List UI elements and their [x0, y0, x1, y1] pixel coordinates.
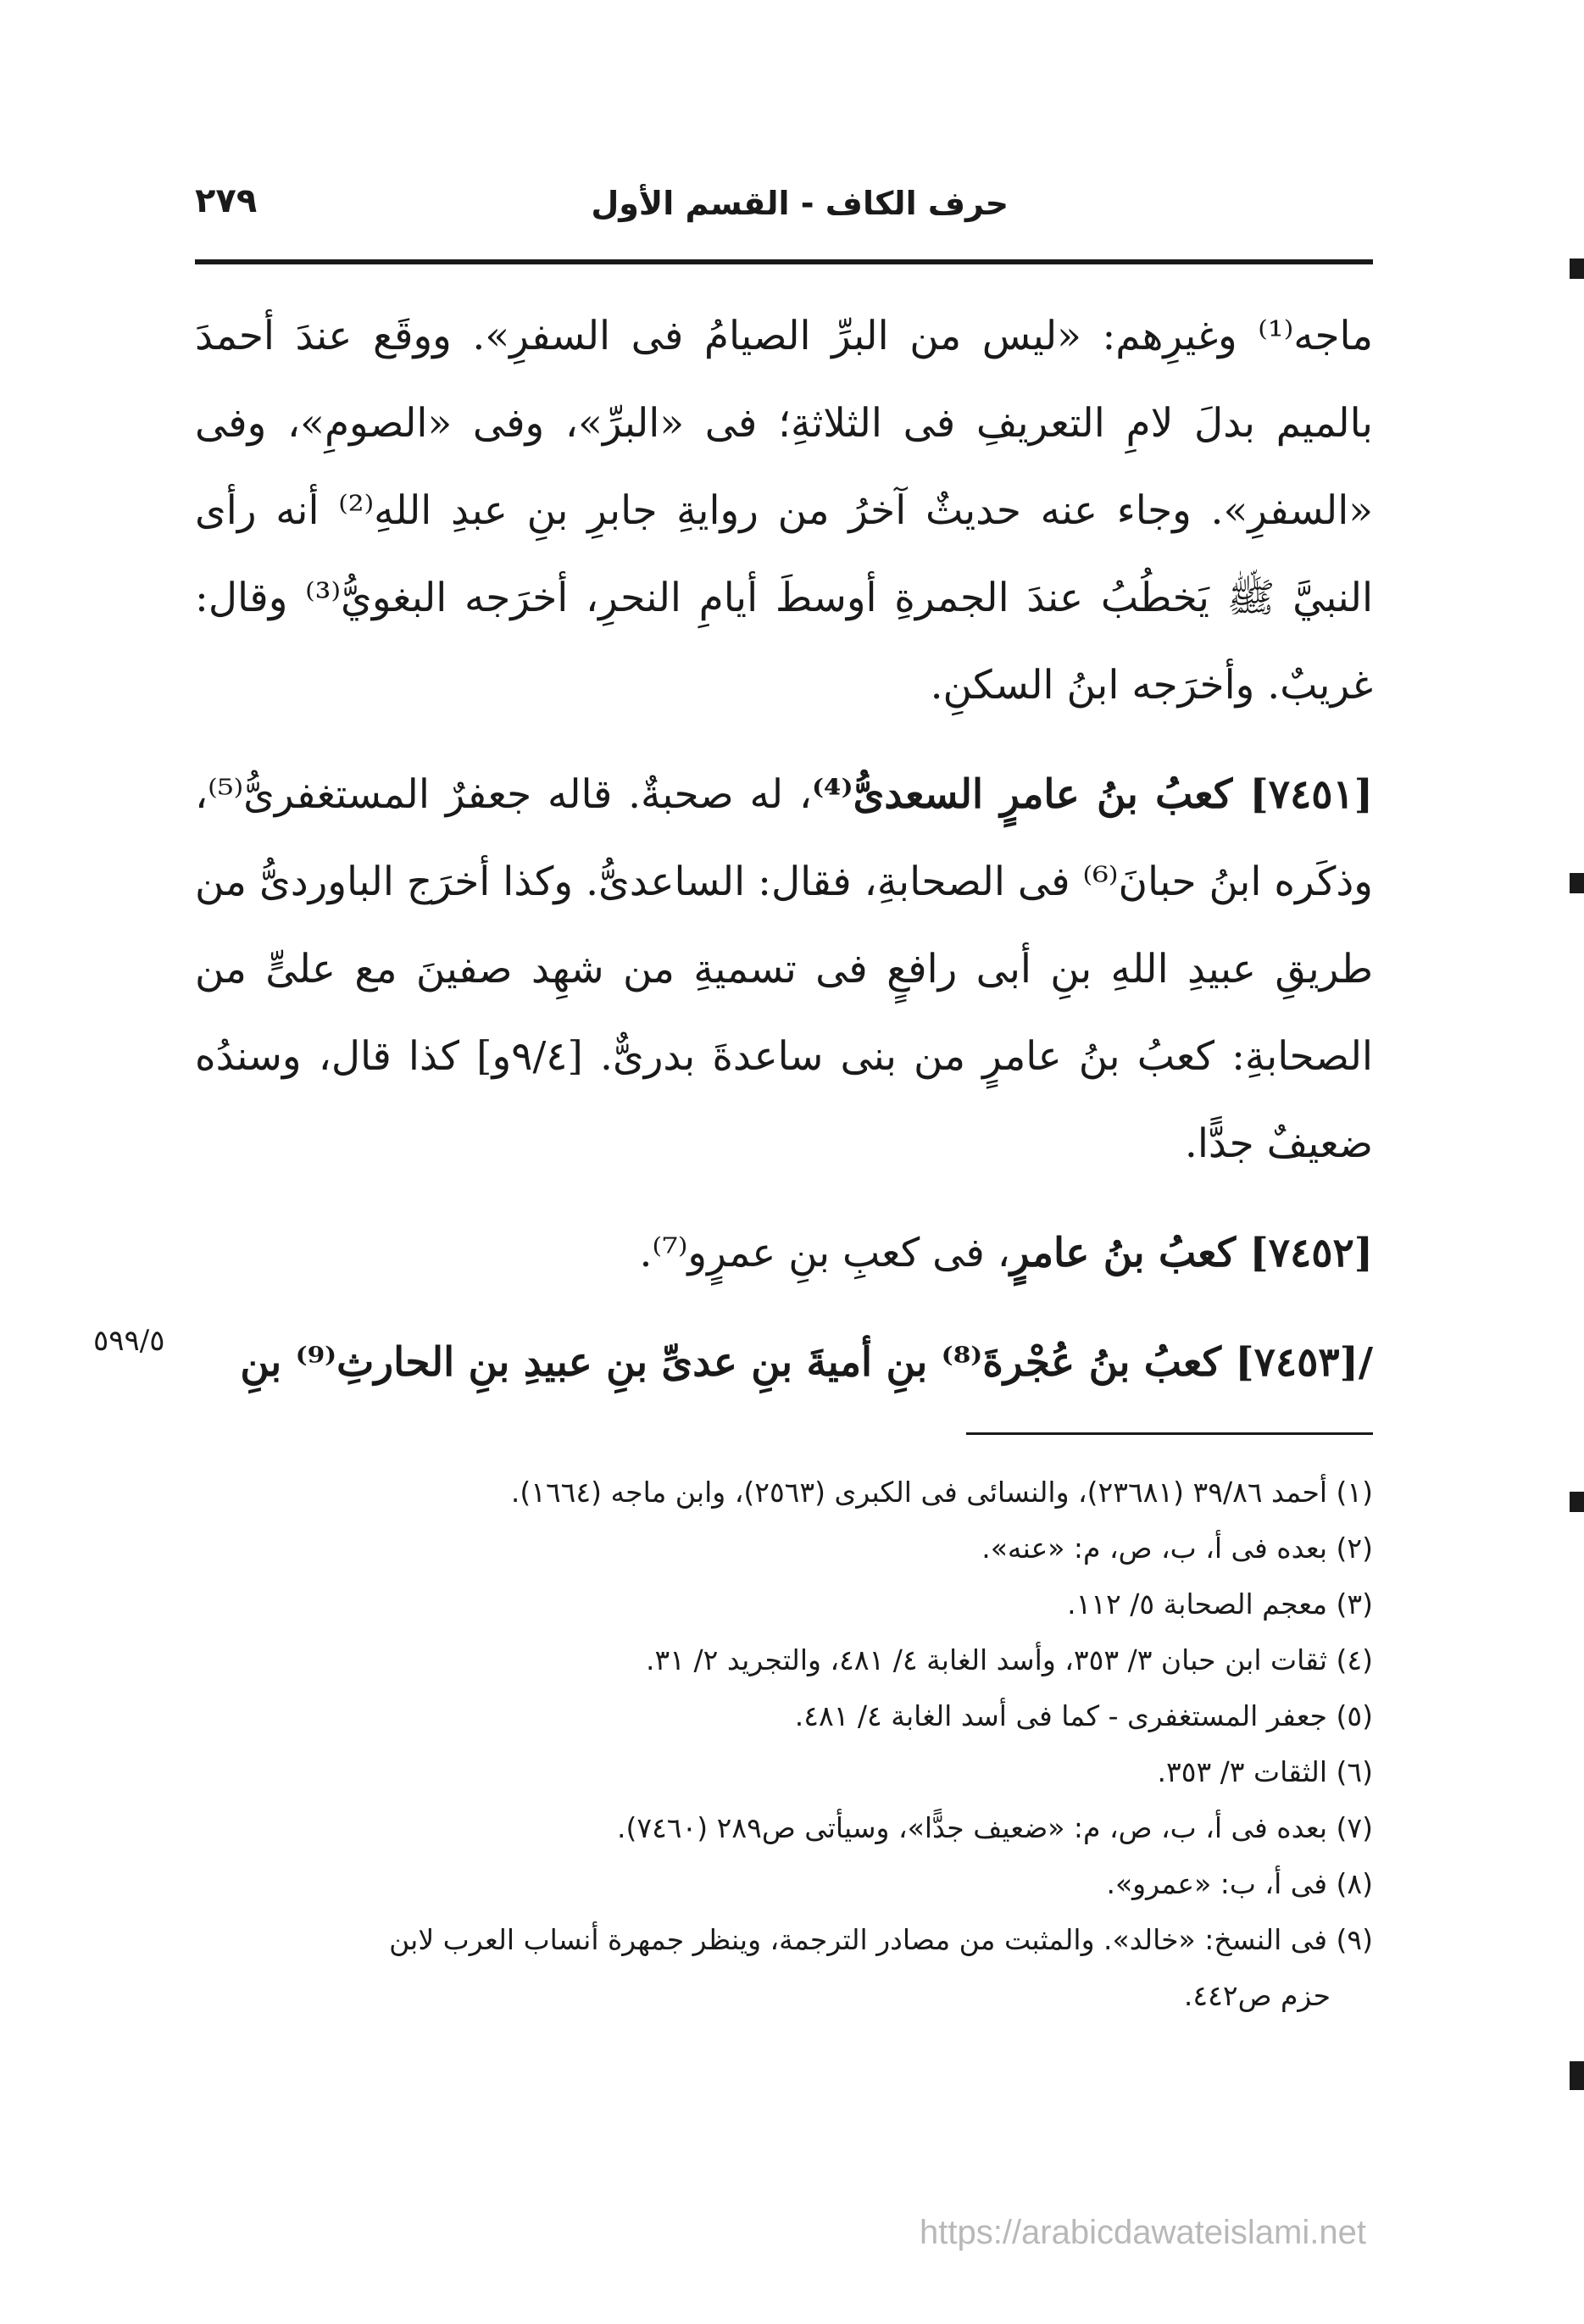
entry-heading: /[٧٤٥٣] كعبُ بنُ عُجْرةَ⁽⁸⁾ بنِ أميةَ بنِ عدىِّ بنِ عبيدِ بنِ الحارثِ⁽⁹⁾ بنِ: [240, 1339, 1373, 1386]
entry-text: ، فى كعبِ بنِ عمرٍو⁽⁷⁾.: [639, 1230, 1010, 1276]
footnote-5: (٥) جعفر المستغفرى - كما فى أسد الغابة ٤/ ٤٨١.: [794, 1699, 1373, 1732]
footnote-4: (٤) ثقات ابن حبان ٣/ ٣٥٣، وأسد الغابة ٤/ ٤٨١، والتجريد ٢/ ٣١.: [646, 1643, 1373, 1676]
entry-heading: [٧٤٥١] كعبُ بنُ عامرٍ السعدىُّ⁽⁴⁾: [812, 771, 1373, 818]
edge-mark: [1570, 2061, 1584, 2090]
watermark-url: https://arabicdawateislami.net: [920, 2214, 1366, 2251]
page-header: [195, 176, 1373, 236]
footnote-6: (٦) الثقات ٣/ ٣٥٣.: [1157, 1755, 1373, 1788]
edge-mark: [1570, 1492, 1584, 1512]
footnote-rule: [966, 1432, 1373, 1435]
footnote-3: (٣) معجم الصحابة ٥/ ١١٢.: [1067, 1587, 1373, 1621]
entry-7451: [195, 751, 1373, 1187]
edge-mark: [1570, 259, 1584, 279]
footnote-9: (٩) فى النسخ: «خالد». والمثبت من مصادر الترجمة، وينظر جمهرة أنساب العرب لابن: [389, 1923, 1373, 1956]
entry-7452: [195, 1209, 1373, 1297]
entry-7453: [195, 1319, 1373, 1406]
entry-text: ، له صحبةٌ. قاله جعفرٌ المستغفرىُّ⁽⁵⁾، وذكَره ابنُ حبانَ⁽⁶⁾ فى الصحابةِ، فقال: الساعدىُّ. وكذا أخرَج الباوردىُّ من طريقِ عبيدِ اللهِ بنِ أبى رافعٍ فى تسميةِ من شهِد صفينَ مع علىٍّ من الصحابةِ: كعبُ بنُ عامرٍ من بنى ساعدةَ بدرىٌّ. [٩/٤و] كذا قال، وسندُه ضعيفٌ جدًّا.: [195, 771, 1373, 1167]
footnote-9-continuation: حزم ص٤٤٢.: [1183, 1979, 1331, 2012]
margin-page-reference: ٥٩٩/٥: [93, 1324, 165, 1358]
edge-mark: [1570, 873, 1584, 893]
footnote-1: (١) أحمد ٣٩/٨٦ (٢٣٦٨١)، والنسائى فى الكبرى (٢٥٦٣)، وابن ماجه (١٦٦٤).: [510, 1476, 1373, 1509]
running-title: حرف الكاف - القسم الأول: [591, 185, 1009, 222]
footnotes: [237, 1465, 1373, 2024]
header-rule: [195, 259, 1373, 264]
main-text: [195, 292, 1373, 1406]
footnote-2: (٢) بعده فى أ، ب، ص، م: «عنه».: [981, 1532, 1373, 1565]
footnote-8: (٨) فى أ، ب: «عمرو».: [1106, 1867, 1373, 1900]
footnote-7: (٧) بعده فى أ، ب، ص، م: «ضعيف جدًّا»، وسيأتى ص٢٨٩ (٧٤٦٠).: [616, 1811, 1373, 1844]
page-number: ٢٧٩: [195, 181, 258, 220]
entry-heading: [٧٤٥٢] كعبُ بنُ عامرٍ: [1009, 1230, 1373, 1276]
paragraph: ماجه⁽¹⁾ وغيرِهم: «ليس من البرِّ الصيامُ فى السفرِ». ووقَع عندَ أحمدَ بالميم بدلَ لامِ التعريفِ فى الثلاثةِ؛ فى «البرِّ»، وفى «الصومِ»، وفى «السفرِ». وجاء عنه حديثٌ آخرُ من روايةِ جابرِ بنِ عبدِ اللهِ⁽²⁾ أنه رأى النبيَّ ﷺ يَخطُبُ عندَ الجمرةِ أوسطَ أيامِ النحرِ، أخرَجه البغويُّ⁽³⁾ وقال: غريبٌ. وأخرَجه ابنُ السكنِ.: [195, 313, 1374, 709]
